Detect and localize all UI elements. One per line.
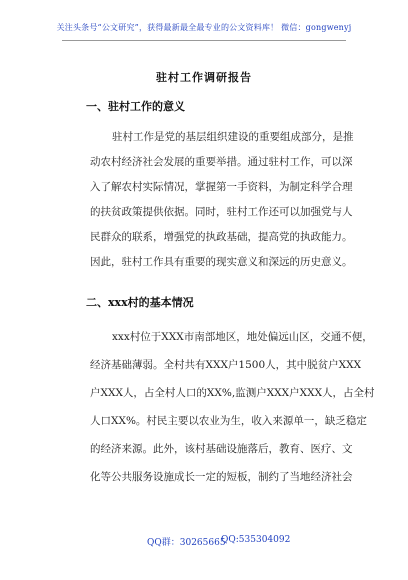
paragraph-line: 户XXX人，占全村人口的XX%,监测户XXX户XXX人，占全村 xyxy=(90,387,375,399)
section-heading-1: 一、驻村工作的意义 xyxy=(86,100,185,113)
section-heading-2: 二、xxx村的基本情况 xyxy=(86,296,194,309)
qq-contact-text: QQ:535304092 xyxy=(221,535,291,545)
paragraph-line: 入了解农村实际情况，掌握第一手资料，为制定科学合理 xyxy=(90,181,353,193)
paragraph-line: 驻村工作是党的基层组织建设的重要组成部分，是推 xyxy=(112,131,354,143)
paragraph-line: xxx村位于XXX市南部地区，地处偏远山区，交通不便， xyxy=(112,331,373,343)
paragraph-line: 的经济来源。此外，该村基础设施落后，教育、医疗、文 xyxy=(90,443,353,455)
paragraph-line: 动农村经济社会发展的重要举措。通过驻村工作，可以深 xyxy=(90,156,353,168)
qq-group-text: QQ群：30265665 xyxy=(147,538,226,548)
paragraph-line: 化等公共服务设施成长一定的短板，制约了当地经济社会 xyxy=(90,471,353,483)
paragraph-line: 的扶贫政策提供依据。同时，驻村工作还可以加强党与人 xyxy=(90,206,353,218)
paragraph-line: 经济基础薄弱。全村共有XXX户1500人，其中脱贫户XXX xyxy=(90,359,362,371)
paragraph-line: 民群众的联系，增强党的执政基础，提高党的执政能力。 xyxy=(90,231,353,243)
paragraph-line: 因此，驻村工作具有重要的现实意义和深远的历史意义。 xyxy=(90,256,353,268)
document-title: 驻村工作调研报告 xyxy=(156,71,252,84)
top-banner: 关注头条号“公文研究”，获得最新最全最专业的公文资料库！ 微信：gongwenyj xyxy=(56,23,352,32)
page-footer xyxy=(0,535,408,549)
header-divider xyxy=(62,40,346,41)
paragraph-line: 人口XX%。村民主要以农业为生，收入来源单一，缺乏稳定 xyxy=(90,415,367,427)
